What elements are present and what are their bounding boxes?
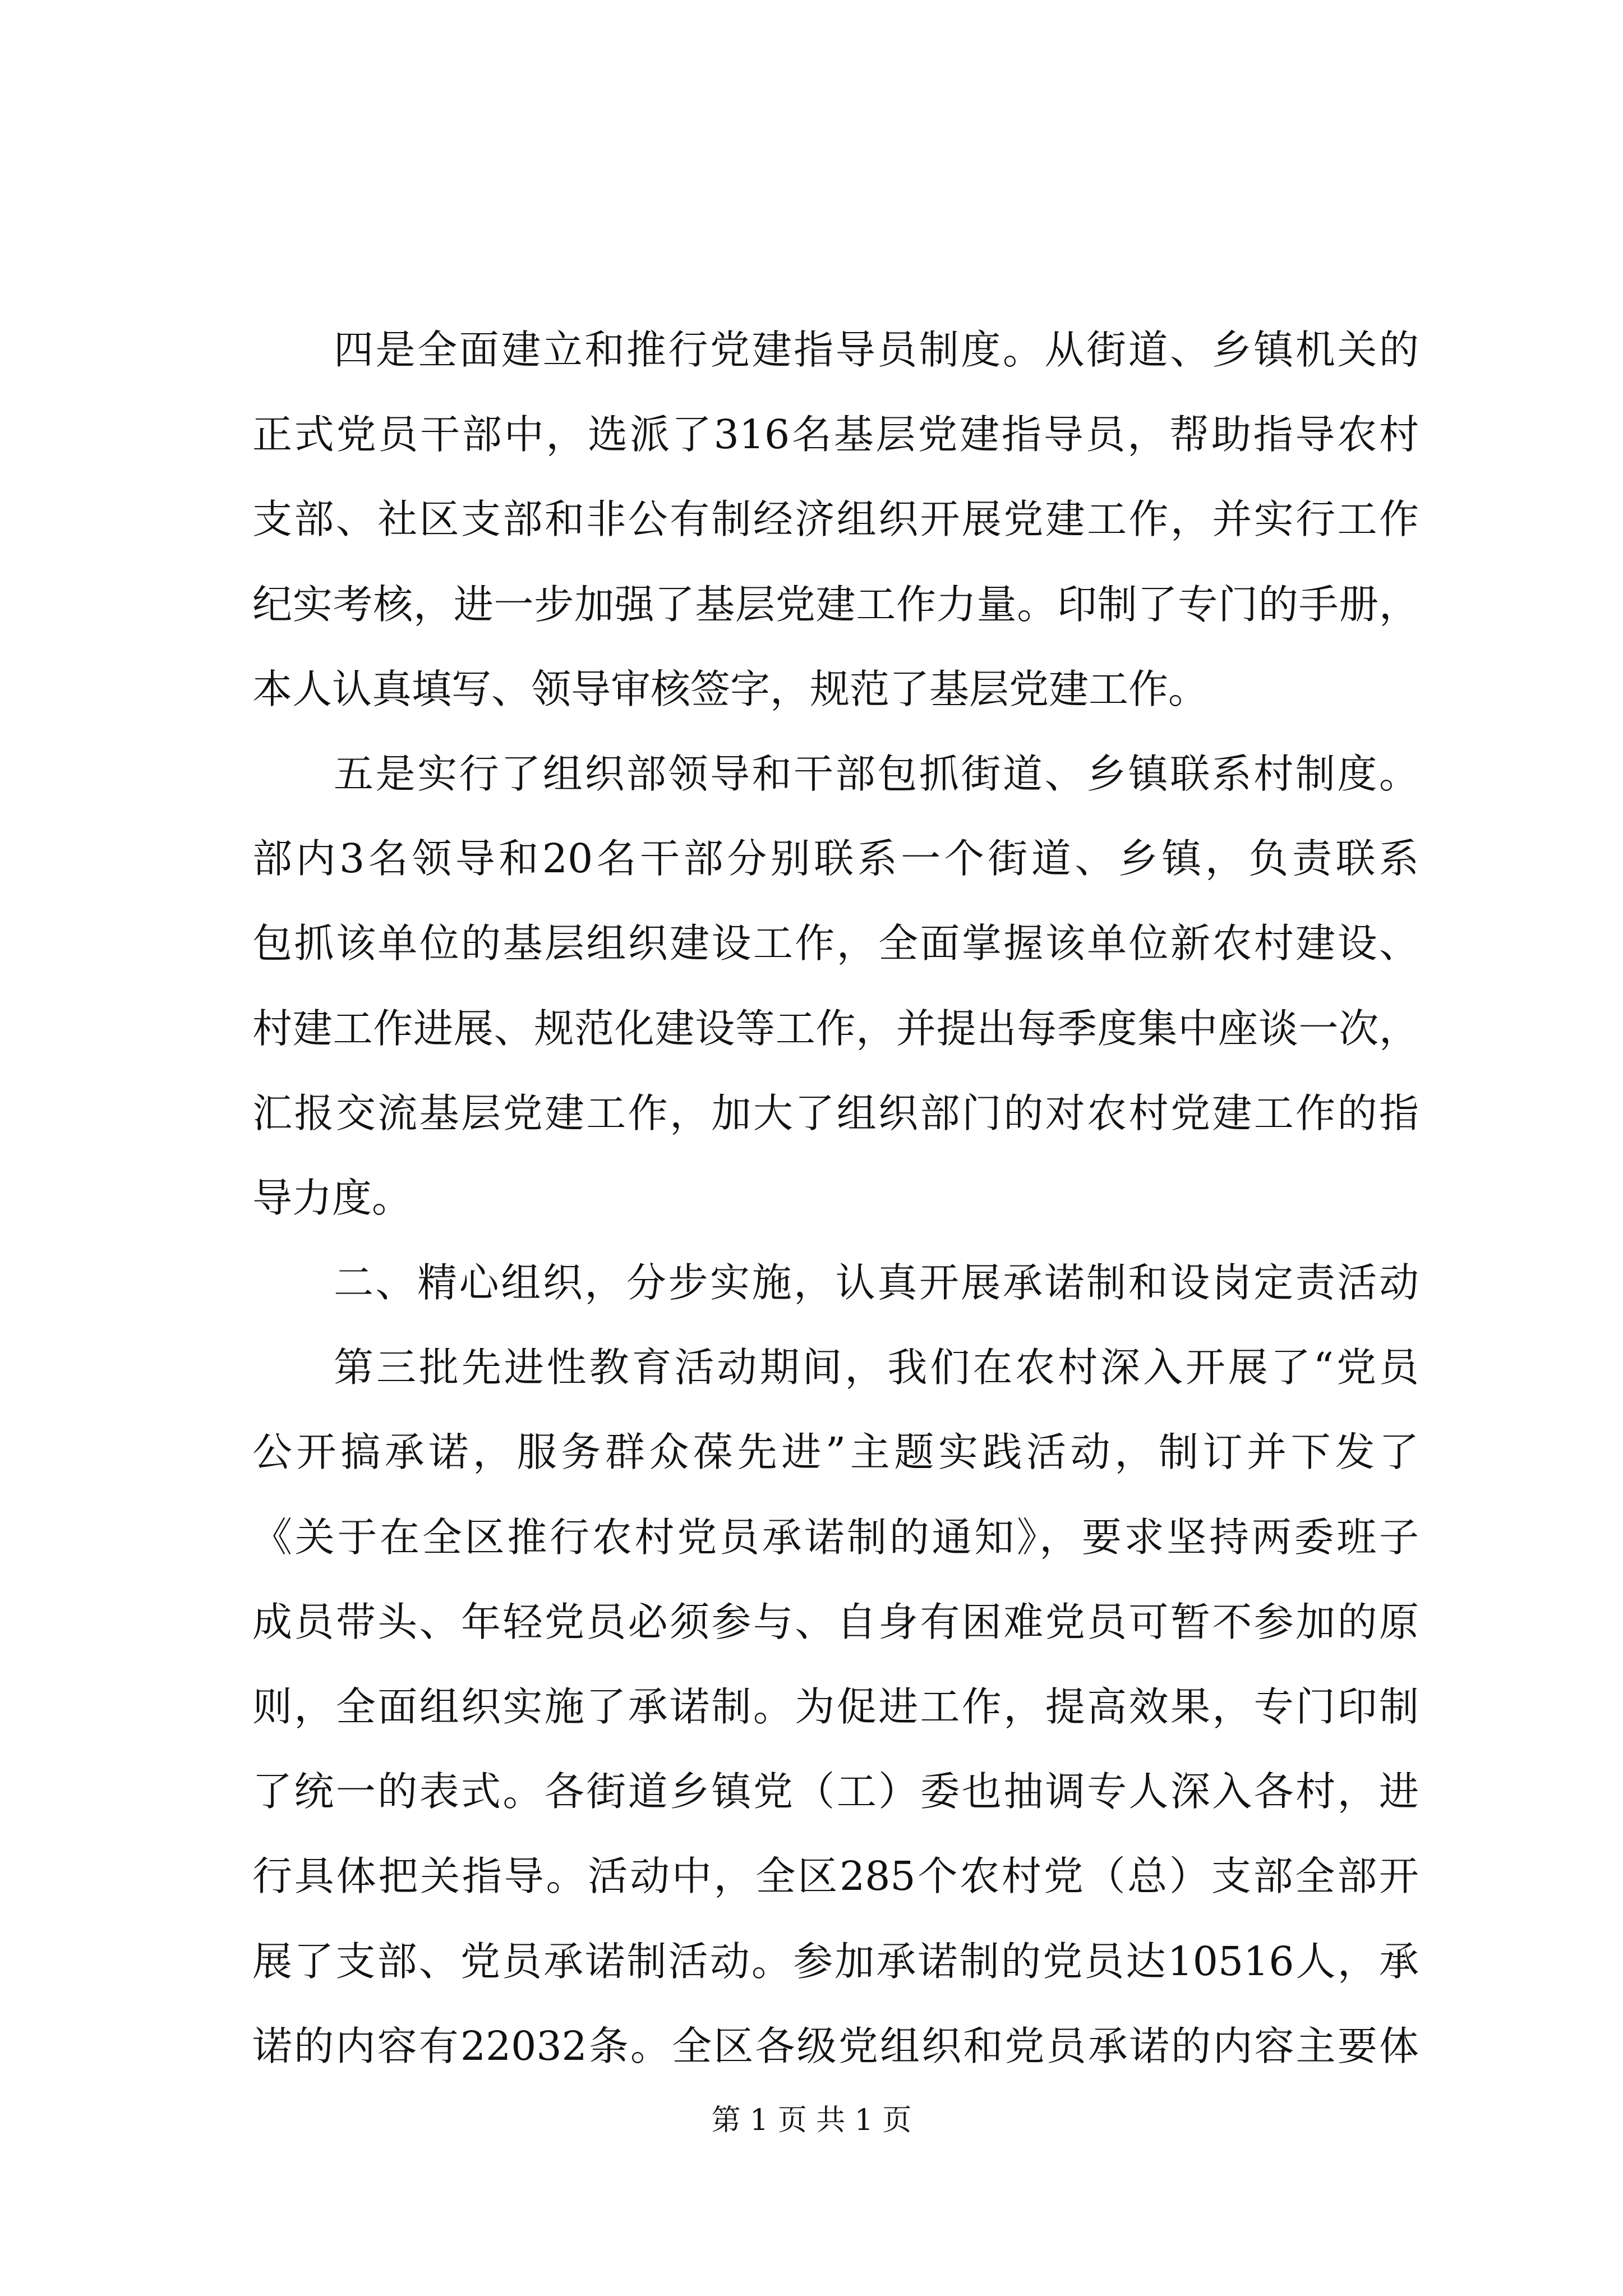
paragraph-line: 成员带头、年轻党员必须参与、自身有困难党员可暂不参加的原 (252, 1598, 1419, 1645)
paragraph-line: 则，全面组织实施了承诺制。为促进工作，提高效果，专门印制 (252, 1683, 1419, 1730)
paragraph-line: 公开搞承诺，服务群众葆先进”主题实践活动，制订并下发了 (252, 1429, 1419, 1476)
paragraph-line: 村建工作进展、规范化建设等工作，并提出每季度集中座谈一次， (252, 1005, 1419, 1052)
paragraph-line: 纪实考核，进一步加强了基层党建工作力量。印制了专门的手册， (252, 581, 1419, 628)
paragraph-line: 展了支部、党员承诺制活动。参加承诺制的党员达10516人，承 (252, 1938, 1419, 1985)
paragraph-line: 汇报交流基层党建工作，加大了组织部门的对农村党建工作的指 (252, 1089, 1419, 1137)
paragraph-line: 了统一的表式。各街道乡镇党（工）委也抽调专人深入各村，进 (252, 1768, 1419, 1815)
section-heading: 二、精心组织，分步实施，认真开展承诺制和设岗定责活动 (334, 1259, 1419, 1306)
paragraph-line: 包抓该单位的基层组织建设工作，全面掌握该单位新农村建设、 (252, 920, 1419, 967)
page-number-label: 第 1 页 共 1 页 (711, 2104, 912, 2137)
paragraph-line: 部内3名领导和20名干部分别联系一个街道、乡镇，负责联系 (252, 835, 1419, 882)
document-body (252, 307, 1419, 2088)
paragraph-line: 导力度。 (252, 1174, 412, 1221)
page-footer (0, 2101, 1623, 2140)
paragraph-line: 《关于在全区推行农村党员承诺制的通知》，要求坚持两委班子 (252, 1513, 1419, 1561)
paragraph-line: 正式党员干部中，选派了316名基层党建指导员，帮助指导农村 (252, 411, 1419, 458)
paragraph-line: 第三批先进性教育活动期间，我们在农村深入开展了“党员 (334, 1344, 1419, 1391)
paragraph-line: 四是全面建立和推行党建指导员制度。从街道、乡镇机关的 (334, 326, 1419, 373)
paragraph-line: 诺的内容有22032条。全区各级党组织和党员承诺的内容主要体 (252, 2022, 1419, 2069)
paragraph-line: 支部、社区支部和非公有制经济组织开展党建工作，并实行工作 (252, 496, 1419, 543)
paragraph-line: 五是实行了组织部领导和干部包抓街道、乡镇联系村制度。 (334, 750, 1419, 797)
paragraph-line: 行具体把关指导。活动中，全区285个农村党（总）支部全部开 (252, 1853, 1419, 1900)
paragraph-line: 本人认真填写、领导审核签字，规范了基层党建工作。 (252, 665, 1209, 712)
